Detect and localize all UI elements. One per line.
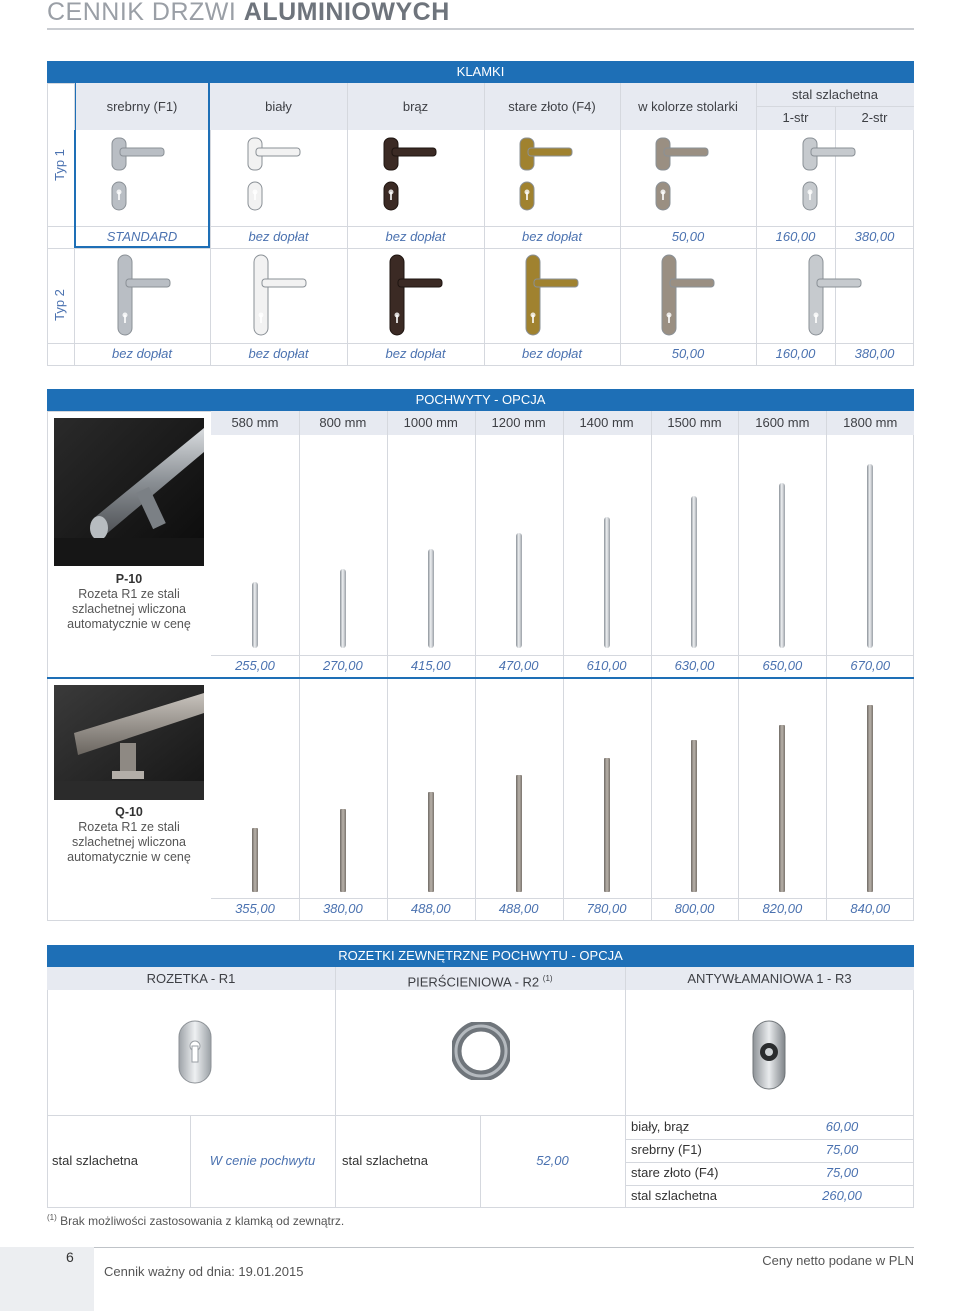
length-header: 1500 mm [651,411,739,435]
round-bar-handle [516,533,522,648]
q10-name: Q-10 [115,805,143,819]
r3-row-label: stal szlachetna [631,1188,717,1203]
row-label-typ2: Typ 2 [52,289,67,321]
typ2-price-braz: bez dopłat [385,346,446,361]
r2-material: stal szlachetna [342,1153,428,1168]
typ1-price-zloto: bez dopłat [522,229,582,244]
r1-price: W cenie pochwytu [209,1153,316,1168]
typ1-price-bialy: bez dopłat [248,229,309,244]
row-label-typ1: Typ 1 [52,149,67,181]
round-bar-handle [867,464,873,648]
title-divider [47,28,914,30]
footer-rule [94,1247,914,1248]
net-prices-note: Ceny netto podane w PLN [762,1253,914,1268]
square-bar-handle [604,758,610,892]
r3-row-price: 75,00 [825,1165,859,1180]
rozetki-col-r3: ANTYWŁAMANIOWA 1 - R3 [625,967,914,990]
r3-row-label: biały, brąz [631,1119,690,1134]
r3-row-price: 260,00 [822,1188,862,1203]
rozetki-col-r2 [335,967,625,990]
klamki-col-braz: brąz [347,83,484,130]
q10-price: 840,00 [850,901,891,916]
typ1-price-stolarka: 50,00 [671,229,705,244]
grid-line [335,967,336,1115]
long-plate-handle-icon [252,253,312,337]
grid-line [484,83,485,366]
lever-handle-icon [518,136,578,216]
lever-handle-icon [246,136,306,216]
square-bar-handle [428,792,434,892]
round-bar-handle [428,549,434,648]
rozetki-col-r2-footnote-mark: (1) [542,974,553,983]
page-title: CENNIK DRZWI ALUMINIOWYCH [47,0,450,26]
p10-price: 650,00 [762,658,803,673]
q10-price: 488,00 [410,901,451,916]
p10-desc-line: automatycznie w cenę [67,617,191,631]
p10-price: 415,00 [410,658,451,673]
grid-line [756,106,914,107]
q10-price: 800,00 [674,901,715,916]
length-header: 1000 mm [387,411,475,435]
square-bar-handle [252,828,258,892]
rozetki-header: ROZETKI ZEWNĘTRZNE POCHWYTU - OPCJA [47,945,914,967]
length-header: 1400 mm [563,411,651,435]
r2-price: 52,00 [536,1153,569,1168]
grid-line [625,1139,914,1140]
klamki-header: KLAMKI [47,61,914,83]
page-number: 6 [66,1249,74,1265]
q10-price: 780,00 [586,901,627,916]
valid-from: Cennik ważny od dnia: 19.01.2015 [104,1264,304,1279]
grid-line [620,83,621,366]
p10-description [47,572,211,632]
length-header: 1600 mm [738,411,826,435]
q10-desc-line: automatycznie w cenę [67,850,191,864]
pochwyty-header: POCHWYTY - OPCJA [47,389,914,411]
lever-handle-icon [801,136,861,216]
footnote [47,1213,344,1228]
grid-line [756,83,757,366]
length-header: 800 mm [299,411,387,435]
rozetka-r3-image [752,1020,786,1090]
lever-handle-icon [110,136,170,216]
q10-price: 380,00 [322,901,363,916]
typ2-price-stolarka: 50,00 [671,346,705,361]
grid-line [211,898,914,899]
grid-line [625,967,626,1208]
typ2-price-stal-1str: 160,00 [775,346,816,361]
klamki-col-bialy: biały [210,83,347,130]
p10-photo [54,418,204,566]
klamki-col-stal-2str: 2-str [835,107,914,129]
typ2-price-stal-2str: 380,00 [854,346,895,361]
typ2-price-srebrny: bez dopłat [112,346,172,361]
r1-material: stal szlachetna [52,1153,138,1168]
round-bar-handle [779,483,785,648]
grid-line [625,1185,914,1186]
typ1-price-stal-2str: 380,00 [854,229,895,244]
p10-price: 470,00 [498,658,539,673]
page-number-box [0,1247,94,1311]
square-bar-handle [867,705,873,892]
typ2-price-zloto: bez dopłat [522,346,582,361]
grid-line [211,655,914,656]
p10-price: 610,00 [586,658,627,673]
klamki-col-stal-1str: 1-str [756,107,835,129]
length-header: 1200 mm [475,411,563,435]
q10-desc-line: szlachetnej wliczona [72,835,186,849]
typ1-price-stal-1str: 160,00 [775,229,816,244]
q10-description [47,805,211,865]
long-plate-handle-icon [388,253,448,337]
square-bar-handle [340,809,346,892]
q10-price: 820,00 [762,901,803,916]
p10-price: 255,00 [235,658,275,673]
round-bar-handle [604,517,610,648]
klamki-col-stal: stal szlachetna [756,84,914,106]
long-plate-handle-icon [660,253,720,337]
typ1-price-braz: bez dopłat [385,229,446,244]
long-plate-handle-icon [116,253,176,337]
q10-price: 355,00 [235,901,275,916]
rozetki-col-r2-label: PIERŚCIENIOWA - R2 [407,974,540,990]
q10-price: 488,00 [498,901,539,916]
grid-line [625,1162,914,1163]
r3-row-label: srebrny (F1) [631,1142,702,1157]
grid-line [347,83,348,366]
grid-line [47,343,914,344]
r3-row-price: 60,00 [825,1119,859,1134]
square-bar-handle [516,775,522,892]
length-header: 1800 mm [826,411,914,435]
klamki-col-stare-zloto: stare złoto (F4) [484,83,620,130]
footnote-text: Brak możliwości zastosowania z klamką od zewnątrz. [56,1214,345,1228]
p10-price: 670,00 [850,658,891,673]
p10-desc-line: Rozeta R1 ze stali [78,587,180,601]
p10-price: 630,00 [674,658,715,673]
klamki-col-srebrny: srebrny (F1) [74,83,210,130]
footnote-mark: (1) [47,1213,57,1222]
r3-row-label: stare złoto (F4) [631,1165,719,1180]
rozetki-col-r1: ROZETKA - R1 [47,967,335,990]
length-header: 580 mm [211,411,299,435]
rozetka-r2-image [452,1022,510,1080]
q10-desc-line: Rozeta R1 ze stali [78,820,180,834]
grid-line [47,248,914,249]
square-bar-handle [691,740,697,892]
q10-photo [54,685,204,800]
klamki-col-kolor-stolarki: w kolorze stolarki [620,83,756,130]
long-plate-handle-icon [807,253,867,337]
lever-handle-icon [654,136,714,216]
grid-line [335,1115,336,1208]
p10-q10-divider [47,677,914,679]
square-bar-handle [779,725,785,892]
rozetka-r1-image [178,1020,212,1084]
round-bar-handle [340,569,346,648]
long-plate-handle-icon [524,253,584,337]
r3-row-price: 75,00 [825,1142,859,1157]
typ2-price-bialy: bez dopłat [248,346,309,361]
round-bar-handle [691,496,697,648]
p10-desc-line: szlachetnej wliczona [72,602,186,616]
lever-handle-icon [382,136,442,216]
round-bar-handle [252,582,258,648]
p10-price: 270,00 [322,658,363,673]
p10-name: P-10 [115,572,143,586]
typ1-price-srebrny: STANDARD [106,229,178,244]
